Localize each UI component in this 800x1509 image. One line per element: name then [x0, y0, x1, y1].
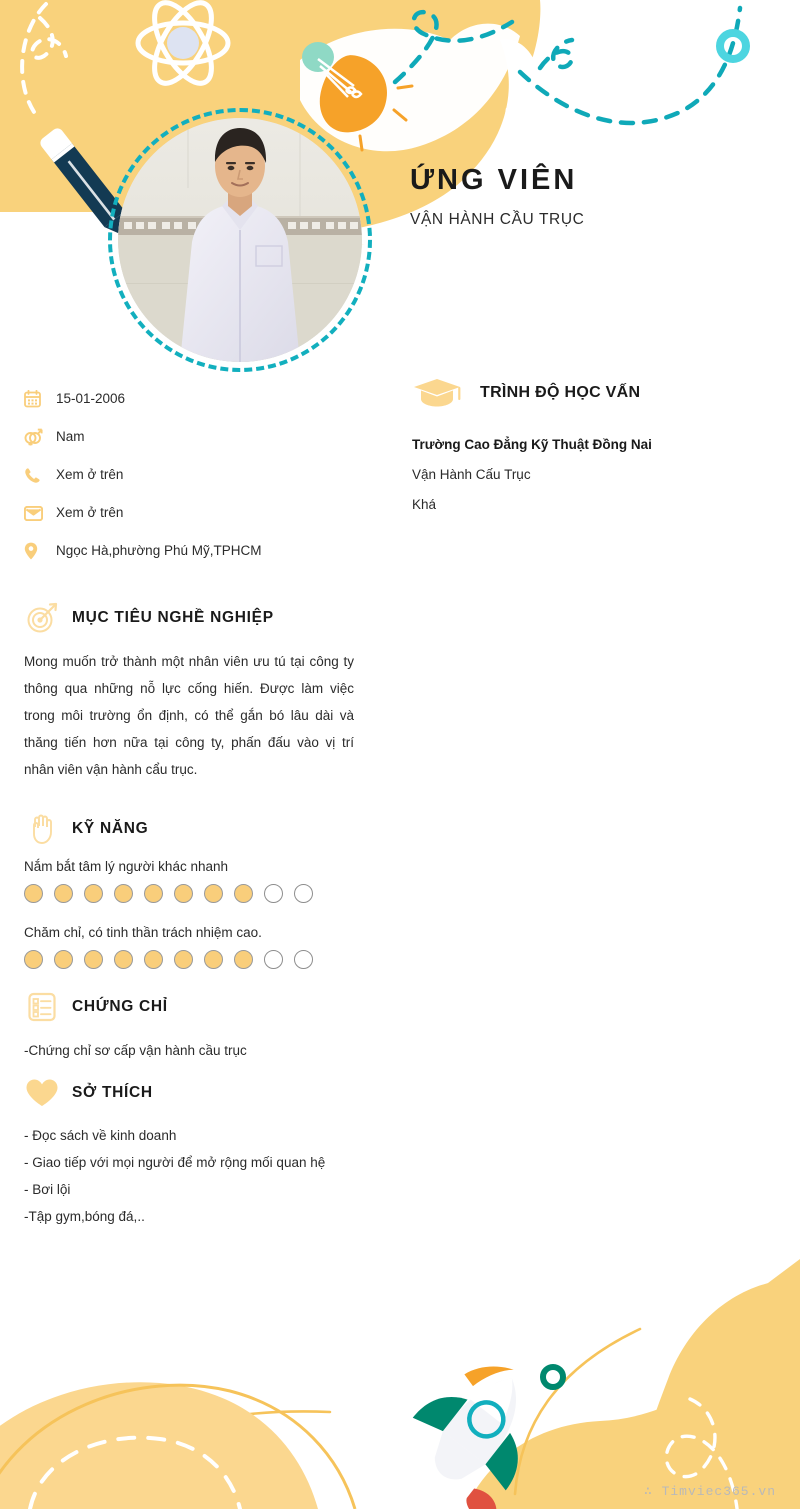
- objective-text: Mong muốn trở thành một nhân viên ưu tú tại công ty thông qua những nỗ lực cống hiến. Được làm việc trong môi trường ổn định, có thể gắn bó lâu dài và thăng tiến hơn nữa tại công ty, phấn đấu vào vị trí nhân viên vận hành cẩu trục.: [24, 654, 354, 777]
- gender-icon: [24, 428, 56, 446]
- contact-list: [24, 380, 354, 570]
- skills-title: KỸ NĂNG: [72, 820, 149, 837]
- heart-icon: [24, 1078, 60, 1108]
- footer-decoration: [0, 1249, 800, 1509]
- gender-value: Nam: [56, 429, 85, 445]
- contact-row-address: [24, 532, 354, 570]
- skill-name: Nắm bắt tâm lý người khác nhanh: [24, 859, 228, 874]
- phone-value: Xem ở trên: [56, 467, 124, 483]
- hobby-item: - Đọc sách về kinh doanh: [24, 1128, 177, 1143]
- skill-dot: [54, 884, 73, 903]
- skill-name: Chăm chỉ, có tinh thần trách nhiệm cao.: [24, 925, 262, 940]
- hobbies-title: SỞ THÍCH: [72, 1084, 153, 1101]
- certificate-item: -Chứng chỉ sơ cấp vận hành cầu trục: [24, 1043, 247, 1058]
- section-hobbies: [24, 1078, 354, 1230]
- education-grade: Khá: [412, 497, 437, 513]
- hobby-item: -Tập gym,bóng đá,..: [24, 1209, 145, 1224]
- skill-rating: [24, 884, 354, 903]
- address-value: Ngọc Hà,phường Phú Mỹ,TPHCM: [56, 543, 262, 559]
- checklist-icon: [24, 991, 60, 1023]
- contact-row-email: [24, 494, 354, 532]
- skill-dot: [294, 884, 313, 903]
- skill-dot: [54, 950, 73, 969]
- header-decoration: [0, 0, 800, 360]
- skill-dot: [204, 950, 223, 969]
- hobby-item: - Bơi lội: [24, 1182, 71, 1197]
- certificates-title: CHỨNG CHỈ: [72, 998, 168, 1015]
- education-title: TRÌNH ĐỘ HỌC VẤN: [480, 384, 641, 401]
- target-icon: [24, 602, 60, 634]
- skill-dot: [114, 950, 133, 969]
- section-skills: [24, 813, 354, 969]
- objective-title: MỤC TIÊU NGHỀ NGHIỆP: [72, 609, 274, 626]
- hand-icon: [24, 813, 60, 845]
- location-icon: [24, 542, 56, 560]
- hobby-item: - Giao tiếp với mọi người để mở rộng mối quan hệ: [24, 1155, 326, 1170]
- skill-rating: [24, 950, 354, 969]
- skill-dot: [264, 950, 283, 969]
- education-header: [412, 378, 776, 408]
- contact-row-gender: [24, 418, 354, 456]
- skill-dot: [264, 884, 283, 903]
- skill-dot: [24, 950, 43, 969]
- skill-dot: [174, 950, 193, 969]
- contact-row-phone: [24, 456, 354, 494]
- skill-dot: [234, 884, 253, 903]
- certificates-header: [24, 991, 354, 1023]
- section-education: [412, 378, 776, 514]
- skill-dot: [294, 950, 313, 969]
- skill-dot: [144, 884, 163, 903]
- left-column: [24, 380, 354, 1230]
- watermark: ∴ Timviec365.vn: [643, 1484, 776, 1499]
- section-certificates: [24, 991, 354, 1064]
- graduation-cap-icon: [412, 378, 466, 408]
- calendar-icon: [24, 390, 56, 408]
- contact-row-birthdate: [24, 380, 354, 418]
- page-title: ỨNG VIÊN: [410, 164, 578, 196]
- skill-dot: [174, 884, 193, 903]
- avatar: [118, 118, 362, 362]
- email-icon: [24, 506, 56, 521]
- objective-header: [24, 602, 354, 634]
- skill-dot: [84, 950, 103, 969]
- skill-dot: [144, 950, 163, 969]
- education-school: Trường Cao Đẳng Kỹ Thuật Đồng Nai: [412, 437, 652, 452]
- skill-dot: [114, 884, 133, 903]
- job-title: VẬN HÀNH CẦU TRỤC: [410, 210, 585, 228]
- phone-icon: [24, 467, 56, 484]
- skill-dot: [204, 884, 223, 903]
- section-objective: [24, 602, 354, 783]
- email-value: Xem ở trên: [56, 505, 124, 521]
- education-major: Vận Hành Cấu Trục: [412, 466, 531, 482]
- skill-dot: [84, 884, 103, 903]
- birthdate-value: 15-01-2006: [56, 391, 126, 407]
- right-column: [412, 378, 776, 527]
- skill-dot: [234, 950, 253, 969]
- skills-header: [24, 813, 354, 845]
- skill-dot: [24, 884, 43, 903]
- hobbies-header: [24, 1078, 354, 1108]
- name-block: [410, 165, 584, 229]
